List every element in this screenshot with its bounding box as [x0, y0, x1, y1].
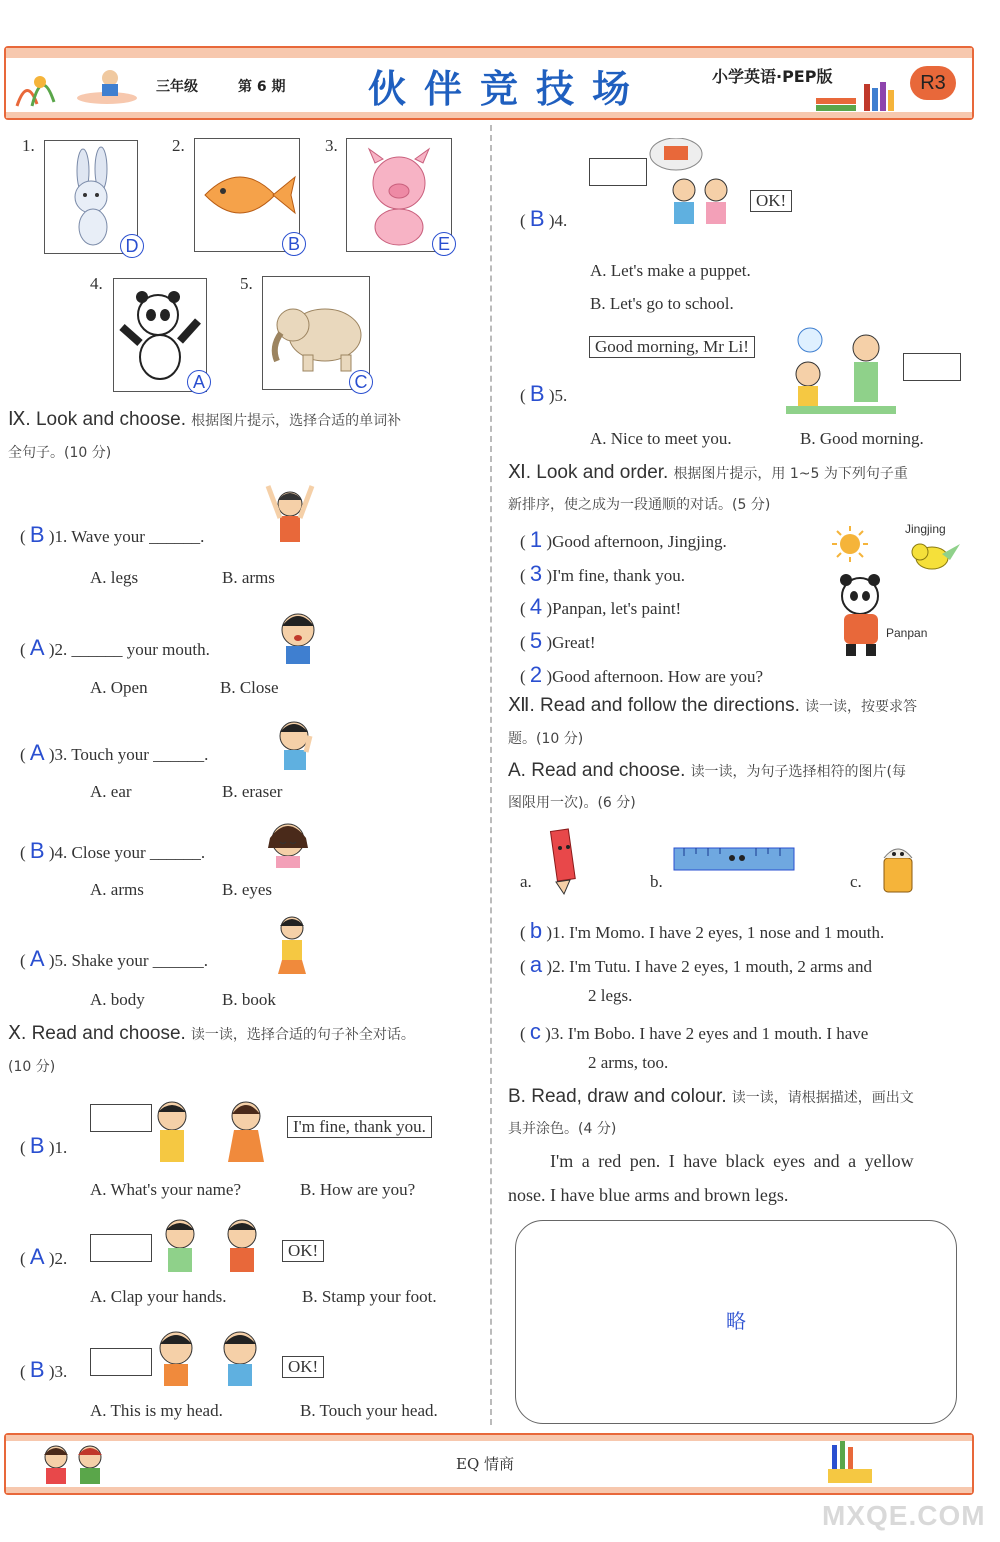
- section-10-title: Ⅹ. Read and choose.: [8, 1023, 186, 1044]
- answer-letter-3: E: [432, 232, 456, 256]
- section-9-instr: 根据图片提示，选择合适的单词补: [191, 413, 402, 429]
- part-b-text-1: I'm a red pen. I have black eyes and a yellow: [550, 1151, 914, 1171]
- section-11-instr-2: 新排序，使之成为一段通顺的对话。(5 分): [508, 497, 771, 513]
- order-item-3: ( 4 )Panpan, let's paint!: [520, 594, 682, 619]
- reply-bubble: OK!: [750, 190, 792, 212]
- option-b: B. How are you?: [300, 1180, 416, 1199]
- header-illustration: [12, 56, 142, 112]
- girl-closed-eyes-icon: [258, 814, 318, 868]
- answer: A: [29, 946, 45, 971]
- part-b-heading: [508, 1086, 978, 1108]
- drawing-answer: 略: [726, 1309, 746, 1333]
- blank-bubble: [589, 158, 647, 186]
- option-a: A. arms: [90, 880, 144, 899]
- question-9-4: ( B )4. Close your ______.: [20, 838, 206, 863]
- reply-bubble: OK!: [282, 1240, 324, 1262]
- drawing-area[interactable]: [515, 1220, 957, 1424]
- section-12-heading: [508, 694, 978, 717]
- watermark: MXQE.COM: [822, 1500, 986, 1531]
- question-10-1: ( B )1.: [20, 1133, 68, 1158]
- section-9-title: Ⅸ. Look and choose.: [8, 409, 186, 430]
- option-a: A. Clap your hands.: [90, 1287, 227, 1306]
- answer: B: [29, 522, 45, 547]
- answer: B: [29, 1133, 45, 1158]
- panpan-label: Panpan: [886, 626, 928, 640]
- question-9-5: ( A )5. Shake your ______.: [20, 946, 208, 971]
- fish-icon: [195, 139, 299, 251]
- page-badge: R3: [910, 66, 956, 100]
- pic-label-b: b.: [650, 872, 663, 891]
- section-12-instr-2: 题。(10 分): [508, 731, 584, 747]
- pencil-character-icon: [538, 826, 594, 902]
- option-b: B. Stamp your foot.: [302, 1287, 437, 1306]
- section-12-instr: 读一读，按要求答: [804, 699, 917, 715]
- page-header: [4, 46, 974, 120]
- boy-open-mouth-icon: [268, 604, 328, 666]
- edition-label: 小学英语·PEP版: [712, 67, 833, 86]
- option-a: A. Open: [90, 678, 148, 697]
- pic-label-a: a.: [520, 872, 532, 891]
- blank-bubble: [90, 1234, 152, 1262]
- boy-touch-ear-icon: [268, 712, 324, 772]
- option-a: A. Let's make a puppet.: [590, 261, 751, 280]
- column-divider: [490, 125, 492, 1425]
- part-a-title: A. Read and choose.: [508, 760, 686, 781]
- question-9-2: ( A )2. ______ your mouth.: [20, 635, 210, 660]
- option-a: A. What's your name?: [90, 1180, 241, 1199]
- part-b-instr: 读一读，请根据描述，画出文: [731, 1090, 914, 1106]
- answer: A: [29, 635, 45, 660]
- answer: B: [529, 206, 545, 231]
- brand-title: 伙伴竞技场: [368, 67, 649, 111]
- section-11-instr: 根据图片提示，用 1~5 为下列句子重: [673, 466, 908, 482]
- blank-bubble: [90, 1348, 152, 1376]
- part-a-question-2-cont: 2 legs.: [588, 986, 633, 1005]
- pic-num-5: 5.: [240, 274, 253, 293]
- answer: B: [529, 381, 545, 406]
- part-a-question-3-cont: 2 arms, too.: [588, 1053, 669, 1072]
- reply-bubble: I'm fine, thank you.: [287, 1116, 432, 1138]
- pic-label-c: c.: [850, 872, 862, 891]
- answer: A: [29, 740, 45, 765]
- two-kids-clapping-icon: [156, 1212, 276, 1276]
- section-10-instr-2: (10 分): [8, 1059, 56, 1075]
- option-b: B. eraser: [222, 782, 283, 801]
- question-9-3: ( A )3. Touch your ______.: [20, 740, 209, 765]
- pic-num-4: 4.: [90, 274, 103, 293]
- question-9-1: ( B )1. Wave your ______.: [20, 522, 205, 547]
- issue-label: 第 6 期: [238, 79, 286, 95]
- ruler-character-icon: [672, 842, 798, 874]
- bird-icon: [904, 536, 962, 576]
- option-a: A. Nice to meet you.: [590, 429, 732, 448]
- section-12-title: Ⅻ. Read and follow the directions.: [508, 695, 800, 716]
- footer-label: EQ 情商: [456, 1455, 515, 1473]
- part-a-heading: [508, 760, 978, 782]
- answer: B: [29, 838, 45, 863]
- boy-waving-arms-icon: [262, 478, 318, 556]
- option-b: B. book: [222, 990, 276, 1009]
- part-b-text-2: nose. I have blue arms and brown legs.: [508, 1185, 789, 1205]
- option-b: B. Touch your head.: [300, 1401, 438, 1420]
- answer-letter-5: C: [349, 370, 373, 394]
- blank-bubble: [90, 1104, 152, 1132]
- reply-bubble: OK!: [282, 1356, 324, 1378]
- order-item-5: ( 2 )Good afternoon. How are you?: [520, 662, 764, 687]
- section-10-heading: [8, 1022, 486, 1045]
- part-a-question-2: ( a )2. I'm Tutu. I have 2 eyes, 1 mouth, 2 arms and: [520, 952, 872, 977]
- option-a: A. This is my head.: [90, 1401, 223, 1420]
- two-kids-touch-head-icon: [152, 1324, 276, 1390]
- footer-kids-icon: [36, 1441, 116, 1487]
- option-b: B. Close: [220, 678, 279, 697]
- order-item-2: ( 3 )I'm fine, thank you.: [520, 561, 685, 586]
- reply-bubble: Good morning, Mr Li!: [589, 336, 755, 358]
- option-a: A. legs: [90, 568, 139, 587]
- question-10-4: ( B )4.: [520, 206, 568, 231]
- order-item-4: ( 5 )Great!: [520, 628, 596, 653]
- part-a-question-3: ( c )3. I'm Bobo. I have 2 eyes and 1 mouth. I have: [520, 1019, 869, 1044]
- option-a: A. ear: [90, 782, 132, 801]
- panda-icon: [830, 572, 900, 660]
- answer: A: [29, 1244, 45, 1269]
- part-a-question-1: ( b )1. I'm Momo. I have 2 eyes, 1 nose and 1 mouth.: [520, 918, 885, 943]
- option-b: B. Let's go to school.: [590, 294, 734, 313]
- part-a-instr-2: 图限用一次)。(6 分): [508, 795, 636, 811]
- sun-icon: [830, 524, 870, 564]
- blank-bubble: [903, 353, 961, 381]
- option-b: B. eyes: [222, 880, 273, 899]
- part-b-title: B. Read, draw and colour.: [508, 1086, 727, 1107]
- part-a-instr: 读一读，为句子选择相符的图片(每: [690, 764, 907, 780]
- question-10-5: ( B )5.: [520, 381, 568, 406]
- kids-going-to-school-icon: [640, 138, 750, 244]
- answer-letter-2: B: [282, 232, 306, 256]
- section-9-heading: [8, 408, 484, 431]
- pic-num-3: 3.: [325, 136, 338, 155]
- section-9-instr-2: 全句子。(10 分): [8, 445, 112, 461]
- option-b: B. arms: [222, 568, 275, 587]
- option-a: A. body: [90, 990, 145, 1009]
- section-11-heading: [508, 461, 974, 484]
- sharpener-character-icon: [874, 840, 922, 896]
- jingjing-label: Jingjing: [905, 522, 946, 536]
- girl-shaking-body-icon: [266, 912, 320, 978]
- section-11-title: Ⅺ. Look and order.: [508, 462, 669, 483]
- option-b: B. Good morning.: [800, 429, 924, 448]
- pic-num-1: 1.: [22, 136, 35, 155]
- part-b-instr-2: 具并涂色。(4 分): [508, 1121, 617, 1137]
- page-footer: [4, 1433, 974, 1495]
- answer-letter-4: A: [187, 370, 211, 394]
- order-item-1: ( 1 )Good afternoon, Jingjing.: [520, 527, 727, 552]
- boy-and-teacher-icon: [786, 326, 896, 416]
- footer-pencils-icon: [826, 1439, 886, 1487]
- books-icon: [814, 80, 904, 114]
- pic-num-2: 2.: [172, 136, 185, 155]
- two-kids-greeting-icon: [150, 1096, 270, 1166]
- picture-fish: [194, 138, 300, 252]
- grade-label: 三年级: [156, 79, 198, 95]
- answer-letter-1: D: [120, 234, 144, 258]
- question-10-2: ( A )2.: [20, 1244, 68, 1269]
- answer: B: [29, 1357, 45, 1382]
- question-10-3: ( B )3.: [20, 1357, 68, 1382]
- section-10-instr: 读一读，选择合适的句子补全对话。: [190, 1027, 415, 1043]
